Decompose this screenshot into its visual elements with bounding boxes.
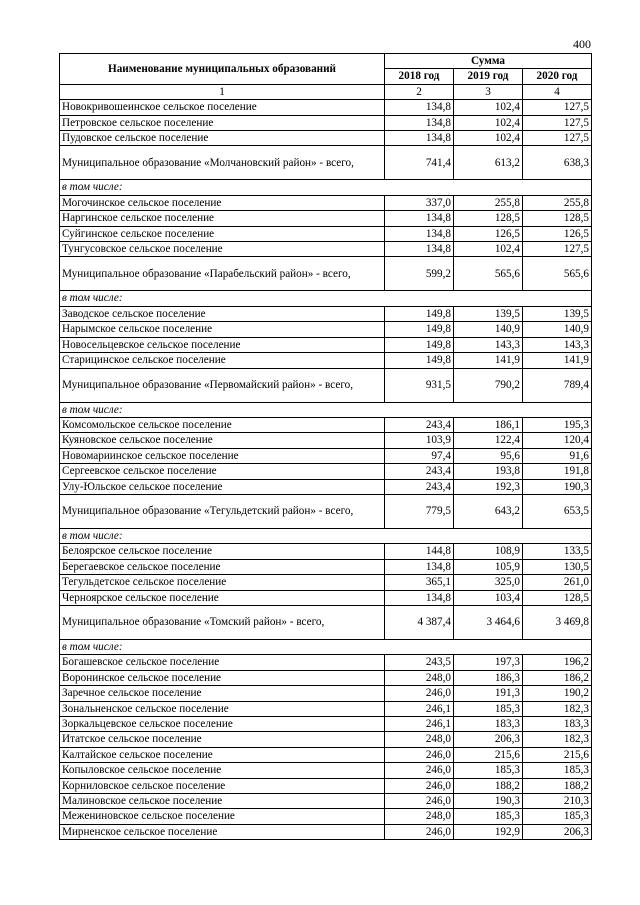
settlement-row [60,778,592,793]
amount-2019: 185,3 [454,809,523,824]
settlement-row [60,131,592,146]
column-index: 2 [385,84,454,99]
amount-2018: 246,0 [385,747,454,762]
table-body [60,100,592,840]
settlement-row [60,559,592,574]
amount-2019: 185,3 [454,701,523,716]
header-sum-column: Сумма [385,54,592,69]
amount-2020: 188,2 [523,778,592,793]
amount-2019: 183,3 [454,717,523,732]
subheader-label: в том числе: [60,402,592,417]
amount-2020: 255,8 [523,195,592,210]
amount-2019: 185,3 [454,763,523,778]
settlement-row [60,824,592,839]
settlement-name: Берегаевское сельское поселение [60,559,385,574]
settlement-row [60,448,592,463]
settlement-row [60,337,592,352]
amount-2018: 243,4 [385,417,454,432]
amount-2018: 134,8 [385,226,454,241]
amount-2019: 790,2 [454,368,523,402]
settlement-name: Новомариинское сельское поселение [60,448,385,463]
settlement-name: Нарымское сельское поселение [60,322,385,337]
amount-2020: 206,3 [523,824,592,839]
amount-2018: 246,1 [385,701,454,716]
district-name: Муниципальное образование «Тегульдетский район» - всего, [60,494,385,528]
amount-2019: 140,9 [454,322,523,337]
settlement-row [60,655,592,670]
subheader-label: в том числе: [60,291,592,306]
amount-2018: 149,8 [385,306,454,321]
amount-2019: 613,2 [454,146,523,180]
settlement-name: Улу-Юльское сельское поселение [60,479,385,494]
amount-2020: 185,3 [523,809,592,824]
amount-2020: 261,0 [523,575,592,590]
amount-2020: 182,3 [523,701,592,716]
amount-2018: 103,9 [385,433,454,448]
amount-2020: 185,3 [523,763,592,778]
settlement-row [60,701,592,716]
page-number: 400 [573,37,591,51]
settlement-name: Наргинское сельское поселение [60,211,385,226]
amount-2020: 196,2 [523,655,592,670]
settlement-row [60,115,592,130]
amount-2019: 192,3 [454,479,523,494]
amount-2020: 127,5 [523,242,592,257]
amount-2020: 127,5 [523,131,592,146]
subheader-row [60,291,592,306]
district-row [60,605,592,639]
amount-2019: 191,3 [454,686,523,701]
amount-2020: 215,6 [523,747,592,762]
amount-2018: 134,8 [385,590,454,605]
amount-2018: 741,4 [385,146,454,180]
amount-2019: 143,3 [454,337,523,352]
amount-2020: 91,6 [523,448,592,463]
settlement-row [60,717,592,732]
amount-2018: 134,8 [385,131,454,146]
amount-2020: 128,5 [523,590,592,605]
settlement-name: Заречное сельское поселение [60,686,385,701]
settlement-row [60,794,592,809]
settlement-row [60,479,592,494]
amount-2019: 643,2 [454,494,523,528]
settlement-name: Новосельцевское сельское поселение [60,337,385,352]
district-name: Муниципальное образование «Парабельский район» - всего, [60,257,385,291]
settlement-name: Корниловское сельское поселение [60,778,385,793]
amount-2018: 779,5 [385,494,454,528]
settlement-row [60,544,592,559]
amount-2020: 126,5 [523,226,592,241]
settlement-name: Межениновское сельское поселение [60,809,385,824]
amount-2018: 246,0 [385,686,454,701]
amount-2020: 182,3 [523,732,592,747]
amount-2019: 190,3 [454,794,523,809]
settlement-row [60,211,592,226]
amount-2018: 931,5 [385,368,454,402]
amount-2018: 149,8 [385,353,454,368]
amount-2020: 183,3 [523,717,592,732]
amount-2019: 325,0 [454,575,523,590]
amount-2018: 337,0 [385,195,454,210]
amount-2018: 149,8 [385,337,454,352]
amount-2018: 134,8 [385,100,454,115]
amount-2020: 3 469,8 [523,605,592,639]
amount-2020: 210,3 [523,794,592,809]
district-row [60,494,592,528]
amount-2019: 105,9 [454,559,523,574]
settlement-name: Богашевское сельское поселение [60,655,385,670]
settlement-row [60,670,592,685]
amount-2019: 215,6 [454,747,523,762]
settlement-row [60,195,592,210]
amount-2019: 206,3 [454,732,523,747]
amount-2019: 255,8 [454,195,523,210]
settlement-name: Черноярское сельское поселение [60,590,385,605]
settlement-name: Куяновское сельское поселение [60,433,385,448]
settlement-name: Копыловское сельское поселение [60,763,385,778]
amount-2020: 140,9 [523,322,592,337]
amount-2019: 102,4 [454,242,523,257]
district-row [60,257,592,291]
amount-2018: 248,0 [385,809,454,824]
subheader-label: в том числе: [60,639,592,654]
settlement-row [60,590,592,605]
amount-2020: 128,5 [523,211,592,226]
amount-2018: 246,0 [385,794,454,809]
amount-2019: 102,4 [454,115,523,130]
amount-2020: 133,5 [523,544,592,559]
settlement-row [60,433,592,448]
column-index-row [60,84,592,99]
amount-2019: 193,8 [454,464,523,479]
settlement-name: Петровское сельское поселение [60,115,385,130]
amount-2019: 95,6 [454,448,523,463]
amount-2019: 186,3 [454,670,523,685]
header-year-2020: 2020 год [523,69,592,84]
amount-2018: 248,0 [385,732,454,747]
settlement-row [60,100,592,115]
amount-2019: 197,3 [454,655,523,670]
settlement-name: Тегульдетское сельское поселение [60,575,385,590]
amount-2019: 103,4 [454,590,523,605]
settlement-name: Комсомольское сельское поселение [60,417,385,432]
subheader-label: в том числе: [60,528,592,543]
settlement-row [60,732,592,747]
amount-2019: 186,1 [454,417,523,432]
amount-2020: 143,3 [523,337,592,352]
header-name-column: Наименование муниципальных образований [60,54,385,85]
settlement-name: Суйгинское сельское поселение [60,226,385,241]
column-index: 1 [60,84,385,99]
settlement-name: Сергеевское сельское поселение [60,464,385,479]
amount-2018: 365,1 [385,575,454,590]
settlement-row [60,226,592,241]
settlement-name: Пудовское сельское поселение [60,131,385,146]
amount-2018: 243,4 [385,479,454,494]
amount-2018: 243,5 [385,655,454,670]
amount-2018: 243,4 [385,464,454,479]
amount-2020: 186,2 [523,670,592,685]
amount-2019: 128,5 [454,211,523,226]
amount-2019: 141,9 [454,353,523,368]
amount-2019: 192,9 [454,824,523,839]
subheader-row [60,180,592,195]
budget-table [59,53,592,840]
amount-2020: 653,5 [523,494,592,528]
amount-2018: 246,1 [385,717,454,732]
amount-2020: 120,4 [523,433,592,448]
settlement-row [60,353,592,368]
district-row [60,146,592,180]
district-row [60,368,592,402]
amount-2018: 134,8 [385,559,454,574]
header-year-2019: 2019 год [454,69,523,84]
amount-2018: 246,0 [385,824,454,839]
settlement-name: Итатское сельское поселение [60,732,385,747]
settlement-name: Заводское сельское поселение [60,306,385,321]
settlement-name: Калтайское сельское поселение [60,747,385,762]
district-name: Муниципальное образование «Томский район» - всего, [60,605,385,639]
district-name: Муниципальное образование «Молчановский район» - всего, [60,146,385,180]
amount-2018: 97,4 [385,448,454,463]
settlement-row [60,417,592,432]
column-index: 4 [523,84,592,99]
amount-2020: 130,5 [523,559,592,574]
settlement-row [60,322,592,337]
amount-2019: 108,9 [454,544,523,559]
settlement-row [60,763,592,778]
header-year-2018: 2018 год [385,69,454,84]
settlement-name: Малиновское сельское поселение [60,794,385,809]
amount-2018: 599,2 [385,257,454,291]
settlement-name: Старицинское сельское поселение [60,353,385,368]
subheader-row [60,402,592,417]
settlement-name: Мирненское сельское поселение [60,824,385,839]
amount-2019: 139,5 [454,306,523,321]
settlement-name: Зоркальцевское сельское поселение [60,717,385,732]
settlement-name: Тунгусовское сельское поселение [60,242,385,257]
settlement-row [60,575,592,590]
settlement-name: Новокривошеинское сельское поселение [60,100,385,115]
amount-2020: 190,2 [523,686,592,701]
amount-2019: 188,2 [454,778,523,793]
amount-2019: 102,4 [454,131,523,146]
amount-2020: 638,3 [523,146,592,180]
amount-2020: 191,8 [523,464,592,479]
settlement-row [60,809,592,824]
settlement-row [60,747,592,762]
settlement-row [60,306,592,321]
subheader-label: в том числе: [60,180,592,195]
amount-2020: 141,9 [523,353,592,368]
settlement-name: Воронинское сельское поселение [60,670,385,685]
settlement-row [60,242,592,257]
amount-2019: 3 464,6 [454,605,523,639]
settlement-name: Белоярское сельское поселение [60,544,385,559]
amount-2018: 4 387,4 [385,605,454,639]
subheader-row [60,639,592,654]
amount-2018: 246,0 [385,778,454,793]
amount-2019: 122,4 [454,433,523,448]
amount-2018: 134,8 [385,211,454,226]
amount-2020: 789,4 [523,368,592,402]
amount-2020: 190,3 [523,479,592,494]
settlement-row [60,686,592,701]
amount-2018: 248,0 [385,670,454,685]
amount-2018: 144,8 [385,544,454,559]
amount-2019: 102,4 [454,100,523,115]
settlement-row [60,464,592,479]
amount-2020: 127,5 [523,115,592,130]
amount-2018: 149,8 [385,322,454,337]
subheader-row [60,528,592,543]
amount-2018: 246,0 [385,763,454,778]
amount-2019: 565,6 [454,257,523,291]
amount-2020: 565,6 [523,257,592,291]
amount-2020: 195,3 [523,417,592,432]
amount-2020: 127,5 [523,100,592,115]
column-index: 3 [454,84,523,99]
district-name: Муниципальное образование «Первомайский район» - всего, [60,368,385,402]
amount-2018: 134,8 [385,115,454,130]
amount-2019: 126,5 [454,226,523,241]
amount-2018: 134,8 [385,242,454,257]
settlement-name: Могочинское сельское поселение [60,195,385,210]
settlement-name: Зональненское сельское поселение [60,701,385,716]
amount-2020: 139,5 [523,306,592,321]
